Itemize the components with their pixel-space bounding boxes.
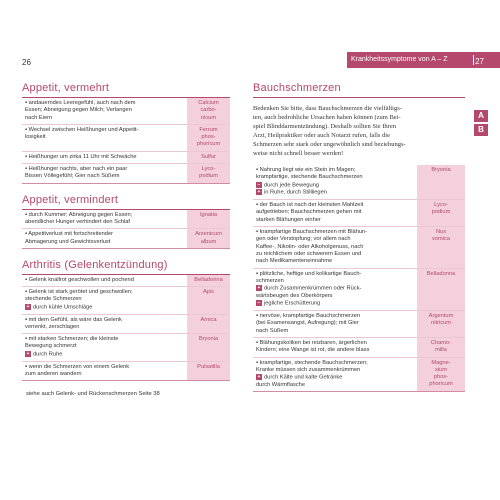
remedy-name: Apis — [202, 289, 215, 296]
row-text-line: Bedenken Sie bitte, dass Bauchschmerzen die vielfältigs- — [253, 105, 402, 112]
plus-icon: + — [257, 285, 261, 292]
remedy-name: phos- — [201, 134, 216, 141]
symptom-cell — [22, 315, 187, 334]
section-title: Appetit, vermindert — [22, 194, 230, 210]
symptom-cell — [22, 164, 187, 183]
row-text-line: Kaffee-, Nikotin- oder Alkoholgenuss, nach — [256, 243, 364, 250]
remedy-name: nitricum — [431, 320, 451, 327]
remedy-table — [22, 275, 230, 381]
row-text-line: Abmagerung und Gewichtsverlust — [25, 238, 111, 245]
remedy-cell — [187, 164, 230, 183]
section-title: Bauchschmerzen — [253, 82, 465, 98]
row-text-line: ▪ mit dem Gefühl, als wäre das Gelenk — [25, 316, 122, 323]
remedy-name: Bryonia — [431, 167, 451, 173]
minus-icon: − — [257, 181, 261, 188]
remedy-name: Chamo- — [430, 339, 452, 346]
symptom-cell — [253, 227, 417, 267]
symptom-cell — [253, 358, 417, 392]
row-text-line: losigkeit — [25, 134, 46, 141]
remedy-name: carbo- — [200, 107, 217, 114]
section-title: Appetit, vermehrt — [22, 82, 230, 98]
remedy-name: Pulsatilla — [197, 363, 220, 370]
improves-line — [25, 304, 184, 312]
table-row — [22, 275, 230, 286]
row-text-line: ▪ krampfartige Bauchschmerzen mit Blähun- — [256, 229, 368, 236]
row-text-line: ▪ Gelenk knallrot geschwollen und pochend — [25, 276, 134, 283]
remedy-name: sium — [434, 366, 447, 373]
section-title: Arthritis (Gelenkentzündung) — [22, 259, 230, 275]
row-text-line: durch Wärmflasche — [256, 381, 305, 388]
symptom-cell — [22, 125, 187, 151]
worsens-line — [256, 300, 414, 308]
table-row — [22, 210, 230, 229]
row-text-line: nach Medikamenteneinnahme — [256, 258, 333, 265]
row-text-line: zum anderen wandern — [25, 370, 82, 377]
remedy-name: phos- — [433, 374, 449, 381]
row-text-line: schmerzen — [256, 277, 284, 284]
row-text-line: Kranke müssen sich zusammenkrümmen — [256, 366, 361, 373]
modality-text: durch kühle Umschläge — [33, 304, 93, 311]
row-text-line: ▪ andauerndes Leeregefühl, auch nach dem — [25, 100, 136, 106]
table-row — [22, 163, 230, 183]
symptom-cell — [22, 98, 187, 124]
running-head-divider — [473, 55, 474, 65]
remedy-name: Calcium — [198, 100, 219, 106]
remedy-cell — [417, 338, 465, 357]
symptom-cell — [253, 311, 417, 337]
row-text-line: Bewegung schmerzt — [25, 343, 77, 350]
row-text-line: weise nicht schnell besser werden! — [253, 150, 344, 157]
row-text-line: gen oder Verstopfung; vor allem nach — [256, 236, 351, 243]
modality-text: in Ruhe, durch Stillliegen — [264, 189, 327, 196]
modality-text: jegliche Erschütterung — [264, 300, 321, 307]
modality-text: durch Zusammenkrümmen oder Rück- — [264, 285, 362, 292]
row-text-line: Bissen Völlegefühl; Gier nach Süßem — [25, 173, 120, 180]
remedy-name: Arsenicum — [195, 231, 222, 238]
row-text-line: ▪ Blähungskoliken bei reizbaren, ärgerlichen — [256, 339, 367, 346]
remedy-cell — [417, 358, 465, 392]
row-text-line: starken Blähungen einher — [256, 216, 321, 223]
remedy-name: Nux — [435, 229, 447, 236]
table-row — [253, 165, 465, 199]
running-head-title: Krankheitssymptome von A – Z — [351, 56, 448, 63]
table-row — [22, 361, 230, 381]
row-text-line: nach Süßem — [256, 327, 289, 334]
remedy-name: Lyco- — [201, 166, 216, 173]
improves-line — [256, 285, 414, 293]
remedy-cell — [187, 287, 230, 313]
symptom-cell — [22, 334, 187, 360]
row-text-line: ▪ der Bauch ist nach der kleinsten Mahlzeit — [256, 202, 364, 209]
row-text-line: (bei Examensangst, Aufregung); mit Gier — [256, 320, 359, 327]
row-text-line: ten, auch bedrohliche Ursachen haben können (zum Bei- — [253, 114, 401, 121]
row-text-line: ▪ wenn die Schmerzen von einem Gelenk — [25, 363, 130, 370]
table-row — [22, 333, 230, 360]
remedy-cell — [187, 229, 230, 248]
row-text-line: Schmerzen sehr stark oder ungewöhnlich sind beziehungs- — [253, 141, 406, 148]
row-text-line: ▪ Heißhunger nachts, aber nach ein paar — [25, 166, 128, 173]
plus-icon: + — [257, 374, 261, 381]
modality-text: durch Ruhe — [33, 351, 63, 358]
remedy-name: Arnica — [200, 316, 217, 323]
symptom-cell — [22, 362, 187, 381]
intro-paragraph — [253, 104, 465, 158]
remedy-cell — [187, 362, 230, 381]
row-text-line: ▪ Gelenk ist stark gerötet und geschwollen; — [25, 289, 133, 296]
remedy-name: Belladonna — [194, 276, 223, 283]
remedy-name: phoricum — [196, 141, 221, 148]
see-also-note: siehe auch Gelenk- und Rückenschmerzen Seite 38 — [26, 391, 160, 398]
remedy-cell — [187, 315, 230, 334]
plus-icon: + — [26, 350, 30, 357]
row-text-line: aufgetrieben; Bauchschmerzen gehen mit — [256, 209, 362, 216]
remedy-name: podium — [431, 209, 451, 216]
table-row — [253, 357, 465, 392]
symptom-cell — [253, 165, 417, 199]
row-text-line: Arzt, Heilpraktiker oder auch Notarzt rufen, falls die — [253, 132, 390, 139]
symptom-cell — [22, 210, 187, 229]
remedy-name: milla — [435, 347, 447, 354]
remedy-name: Belladonna — [426, 270, 456, 277]
row-text-line: ▪ Appetitverlust mit fortschreitender — [25, 231, 113, 238]
row-text-line: ▪ plötzliche, heftige und kolikartige Bauch- — [256, 270, 362, 277]
remedy-name: Sulfur — [201, 153, 216, 160]
table-row — [22, 151, 230, 163]
row-text-line: spiel Blinddarmentzündung). Deshalb sollten Sie Ihren — [253, 123, 396, 130]
table-row — [22, 228, 230, 248]
row-text-line: krampfartige, stechende Bauchschmerzen — [256, 174, 363, 181]
remedy-cell — [187, 275, 230, 286]
table-row — [253, 337, 465, 357]
right-column — [253, 82, 465, 392]
row-text-line: ▪ krampfartige, stechende Bauchschmerzen; — [256, 359, 368, 366]
remedy-cell — [187, 152, 230, 163]
remedy-name: Ignatia — [199, 211, 218, 218]
remedy-cell — [417, 165, 465, 199]
row-text-line: stechende Schmerzen — [25, 296, 82, 303]
improves-line — [256, 189, 414, 197]
remedy-table — [253, 165, 465, 392]
remedy-cell — [187, 98, 230, 124]
section — [22, 82, 230, 184]
row-text-line: verrenkt, zerschlagen — [25, 323, 80, 330]
remedy-name: podium — [199, 173, 218, 180]
worsens-line — [256, 182, 414, 190]
symptom-cell — [22, 229, 187, 248]
table-row — [253, 199, 465, 226]
table-row — [253, 268, 465, 310]
symptom-cell — [253, 338, 417, 357]
table-row — [22, 314, 230, 334]
row-text-line: ▪ nervöse, krampfartige Bauchschmerzen — [256, 313, 361, 320]
row-text-line: wärtsbeugen des Oberkörpers — [256, 292, 333, 299]
page-number-right: 27 — [475, 57, 484, 66]
table-row — [22, 124, 230, 151]
remedy-name: Bryonia — [198, 336, 219, 343]
row-text-line: ▪ mit starken Schmerzen; die kleinste — [25, 336, 119, 343]
tab-a[interactable]: A — [474, 110, 488, 122]
improves-line — [256, 374, 414, 382]
plus-icon: + — [26, 303, 30, 310]
remedy-name: vomica — [431, 236, 450, 243]
section — [22, 194, 230, 249]
remedy-cell — [187, 334, 230, 360]
row-text-line: Essen; Abneigung gegen Milch; Verlangen — [25, 107, 132, 114]
improves-line — [25, 351, 184, 359]
remedy-cell — [417, 200, 465, 226]
tab-b[interactable]: B — [474, 124, 488, 136]
section — [22, 259, 230, 381]
remedy-cell — [417, 227, 465, 267]
remedy-name: phoricum — [429, 381, 453, 388]
modality-text: durch jede Bewegung — [264, 182, 320, 189]
table-row — [253, 226, 465, 267]
minus-icon: − — [257, 300, 261, 307]
symptom-cell — [253, 200, 417, 226]
remedy-name: Magne- — [431, 359, 451, 366]
remedy-cell — [417, 269, 465, 310]
remedy-cell — [417, 311, 465, 337]
page-number-left: 26 — [22, 58, 31, 67]
remedy-name: Lyco- — [434, 202, 448, 209]
row-text-line: ▪ Nahrung liegt wie ein Stein im Magen; — [256, 167, 356, 173]
remedy-name: album — [200, 238, 217, 245]
row-text-line: zu reichlichem oder schwerem Essen und — [256, 250, 362, 257]
plus-icon: + — [257, 189, 261, 196]
symptom-cell — [22, 152, 187, 163]
row-text-line: ▪ Wechsel zwischen Heißhunger und Appetit- — [25, 126, 139, 133]
symptom-cell — [22, 275, 187, 286]
remedy-name: nicum — [200, 114, 217, 121]
row-text-line: abendlicher Hunger verhindert den Schlaf — [25, 218, 130, 225]
remedy-cell — [187, 125, 230, 151]
row-text-line: ▪ durch Kummer; Abneigung gegen Essen; — [25, 211, 133, 218]
table-row — [22, 286, 230, 313]
remedy-table — [22, 210, 230, 249]
remedy-table — [22, 98, 230, 184]
remedy-name: Ferrum — [199, 126, 218, 133]
table-row — [253, 310, 465, 337]
symptom-cell — [22, 287, 187, 313]
left-column — [22, 82, 230, 397]
row-text-line: ▪ Heißhunger um zirka 11 Uhr mit Schwäche — [25, 153, 137, 160]
row-text-line: Kindern; eine Wange ist rot, die andere blass — [256, 347, 370, 354]
remedy-name: Argentum — [428, 313, 454, 320]
table-row — [22, 98, 230, 124]
symptom-cell — [253, 269, 417, 310]
modality-text: durch Kälte und kalte Getränke — [264, 374, 343, 381]
remedy-cell — [187, 210, 230, 229]
row-text-line: nach Eiern — [25, 114, 53, 121]
